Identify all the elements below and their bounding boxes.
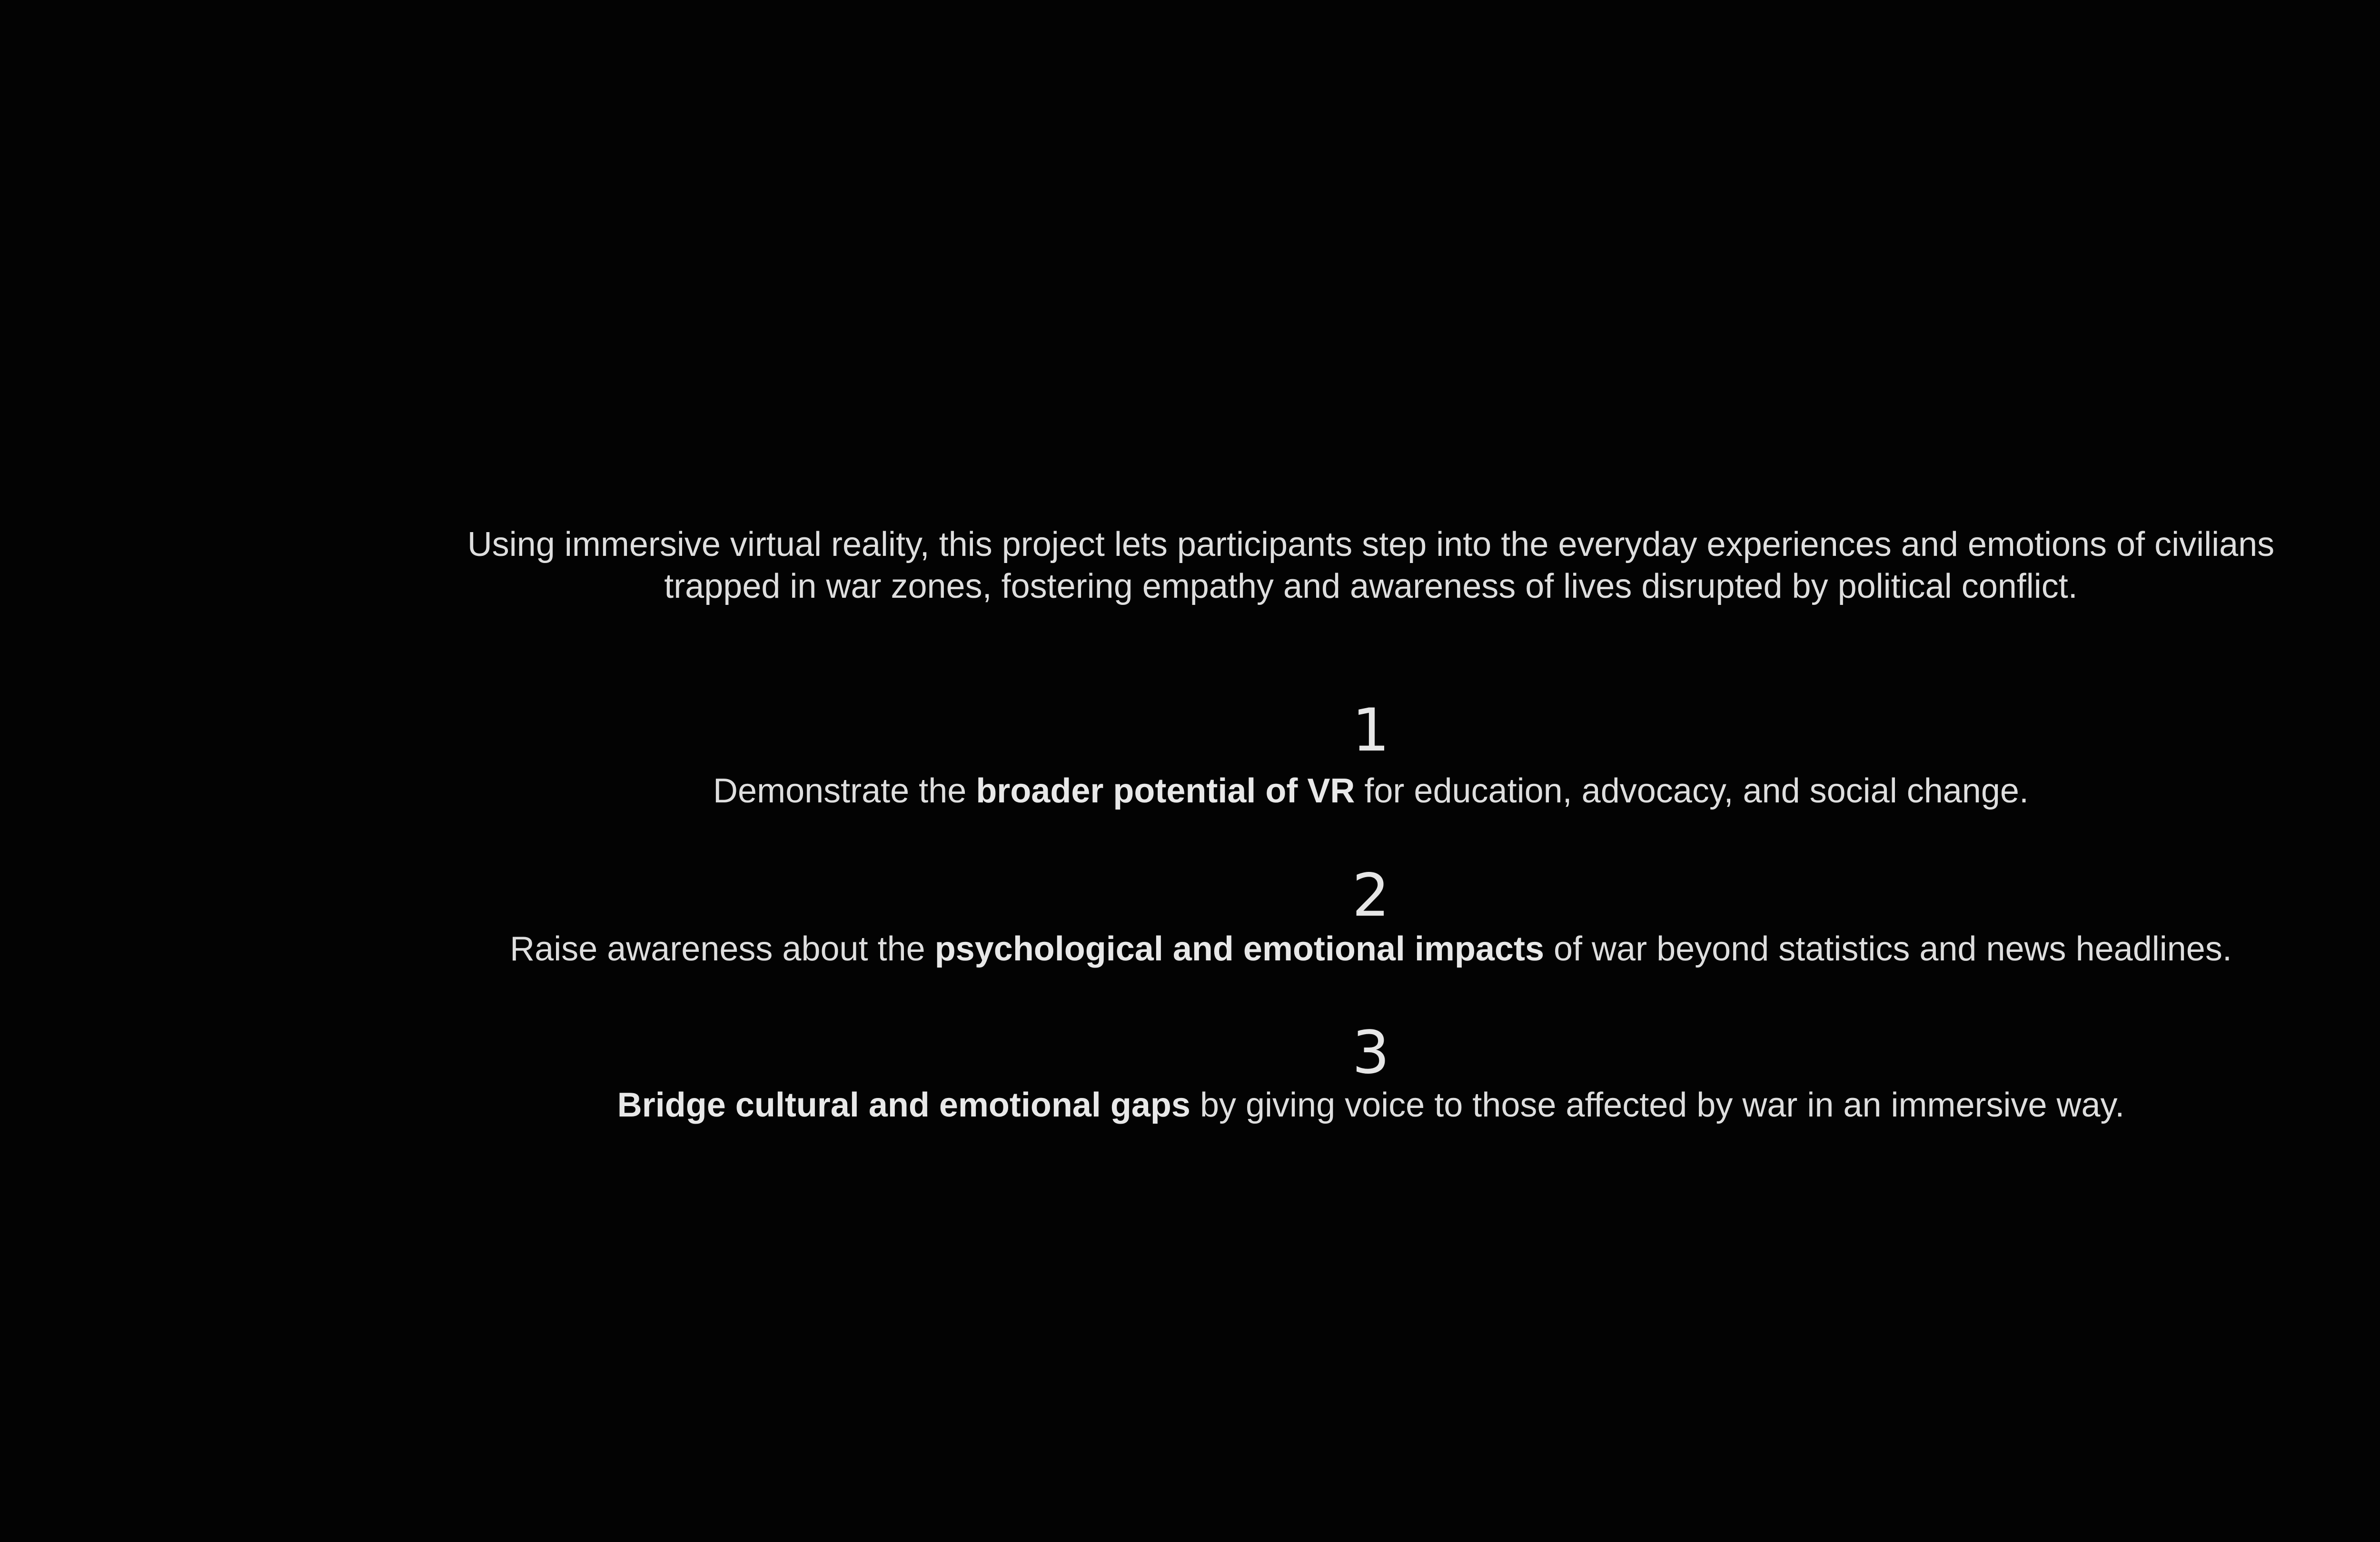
goal-number-3: 3 [1352, 1018, 1390, 1087]
goal-text-2-after: of war beyond statistics and news headlines. [1544, 930, 2232, 968]
goal-text-3-after: by giving voice to those affected by war in an immersive way. [1190, 1086, 2125, 1124]
goal-text-2 [0, 928, 2380, 970]
intro-paragraph [0, 524, 2380, 607]
intro-line-2: trapped in war zones, fostering empathy and awareness of lives disrupted by political conflict. [664, 567, 2078, 605]
goal-number-1: 1 [1352, 696, 1390, 765]
goal-text-1-bold: broader potential of VR [976, 772, 1355, 810]
goal-text-2-bold: psychological and emotional impacts [934, 930, 1544, 968]
intro-line-1: Using immersive virtual reality, this project lets participants step into the everyday experiences and emotions of civilians [467, 525, 2275, 563]
goal-text-2-before: Raise awareness about the [510, 930, 935, 968]
goal-text-1 [0, 770, 2380, 812]
goal-number-2: 2 [1352, 861, 1390, 930]
goal-text-3-bold: Bridge cultural and emotional gaps [617, 1086, 1190, 1124]
goal-text-1-before: Demonstrate the [713, 772, 976, 810]
goal-text-3 [0, 1084, 2380, 1126]
goal-text-1-after: for education, advocacy, and social change. [1355, 772, 2029, 810]
